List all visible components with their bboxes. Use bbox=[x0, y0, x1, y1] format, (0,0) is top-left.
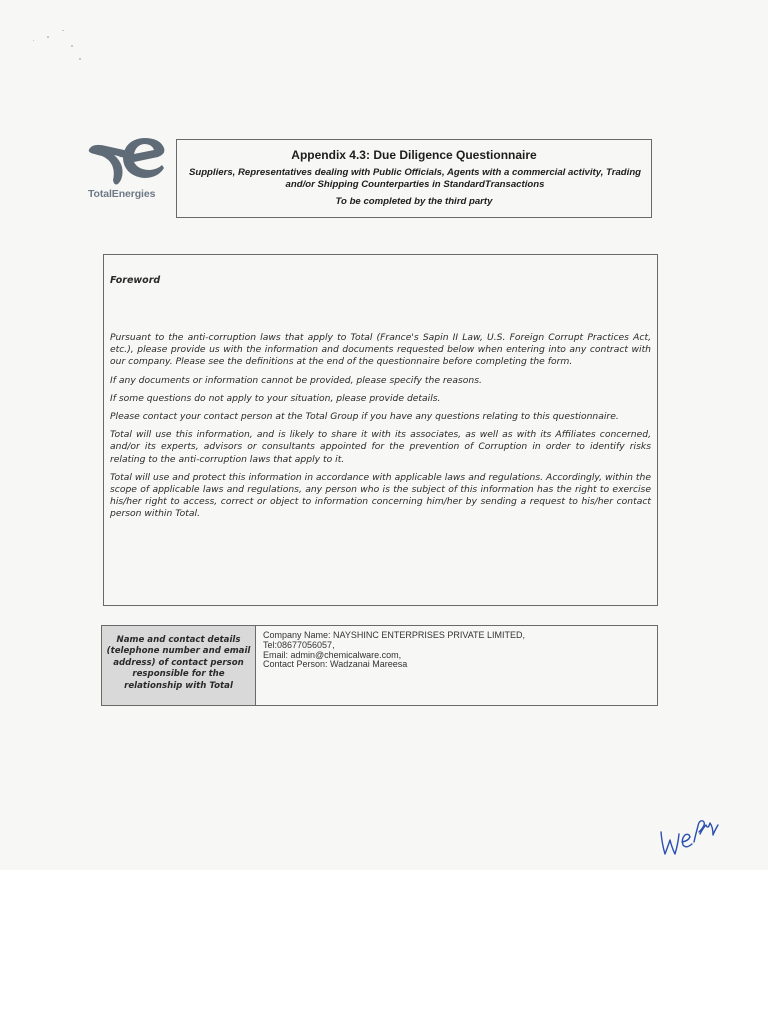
appendix-name: Due Diligence Questionnaire bbox=[373, 148, 537, 162]
scan-speck bbox=[47, 36, 49, 38]
telephone-line: Tel:08677056057, bbox=[263, 639, 335, 650]
contact-details-label: Name and contact details (telephone number and email address) of contact person responsible for the relationship with Total bbox=[102, 626, 256, 705]
foreword-paragraph: Please contact your contact person at the Total Group if you have any questions relating to this questionnaire. bbox=[110, 411, 619, 423]
completion-note: To be completed by the third party bbox=[335, 196, 493, 207]
brand-name: TotalEnergies bbox=[88, 188, 156, 200]
foreword-section bbox=[103, 254, 658, 606]
contact-details-value bbox=[263, 631, 653, 670]
appendix-subtitle: Suppliers, Representatives dealing with Public Officials, Agents with a commercial activity, Trading and/or Shipping Counterparties in StandardTransactions bbox=[188, 167, 642, 190]
scan-speck bbox=[79, 58, 81, 60]
foreword-title: Foreword bbox=[110, 275, 161, 286]
foreword-body bbox=[110, 332, 651, 527]
scan-speck bbox=[71, 45, 73, 47]
contact-details-table bbox=[101, 625, 658, 706]
contact-person-line: Contact Person: Wadzanai Mareesa bbox=[263, 659, 408, 670]
scan-speck bbox=[33, 40, 34, 41]
foreword-paragraph: If some questions do not apply to your situation, please provide details. bbox=[110, 392, 441, 404]
appendix-number: Appendix 4.3: bbox=[291, 148, 370, 162]
foreword-paragraph: Pursuant to the anti-corruption laws that apply to Total (France's Sapin II Law, U.S. Foreign Corrupt Practices Act, etc.), please provide us with the information and documents requested below when entering into any contract with our company. Please see the definitions at the end of the questionnaire before completing the form. bbox=[110, 332, 651, 368]
foreword-paragraph: Total will use this information, and is likely to share it with its associates, as well as with its Affiliates concerned, and/or its experts, advisors or consultants appointed for the prevention of Corruption in order to identify risks relating to the anti-corruption laws that apply to it. bbox=[110, 429, 651, 465]
page-margin-bottom bbox=[0, 870, 768, 1024]
handwritten-initials-signature bbox=[655, 808, 725, 863]
company-name-line: Company Name: NAYSHINC ENTERPRISES PRIVATE LIMITED, bbox=[263, 630, 526, 640]
email-line: Email: admin@chemicalware.com, bbox=[263, 649, 402, 660]
foreword-paragraph: If any documents or information cannot be provided, please specify the reasons. bbox=[110, 374, 482, 386]
scan-speck bbox=[62, 30, 64, 31]
appendix-title bbox=[177, 148, 651, 162]
appendix-header bbox=[176, 139, 652, 218]
foreword-paragraph: Total will use and protect this information in accordance with applicable laws and regulations. Accordingly, within the scope of applicable laws and regulations, any person who is the subject of this information has the right to exercise his/her right to access, correct or object to information concerning him/her by sending a request to his/her contact person within Total. bbox=[110, 471, 651, 520]
